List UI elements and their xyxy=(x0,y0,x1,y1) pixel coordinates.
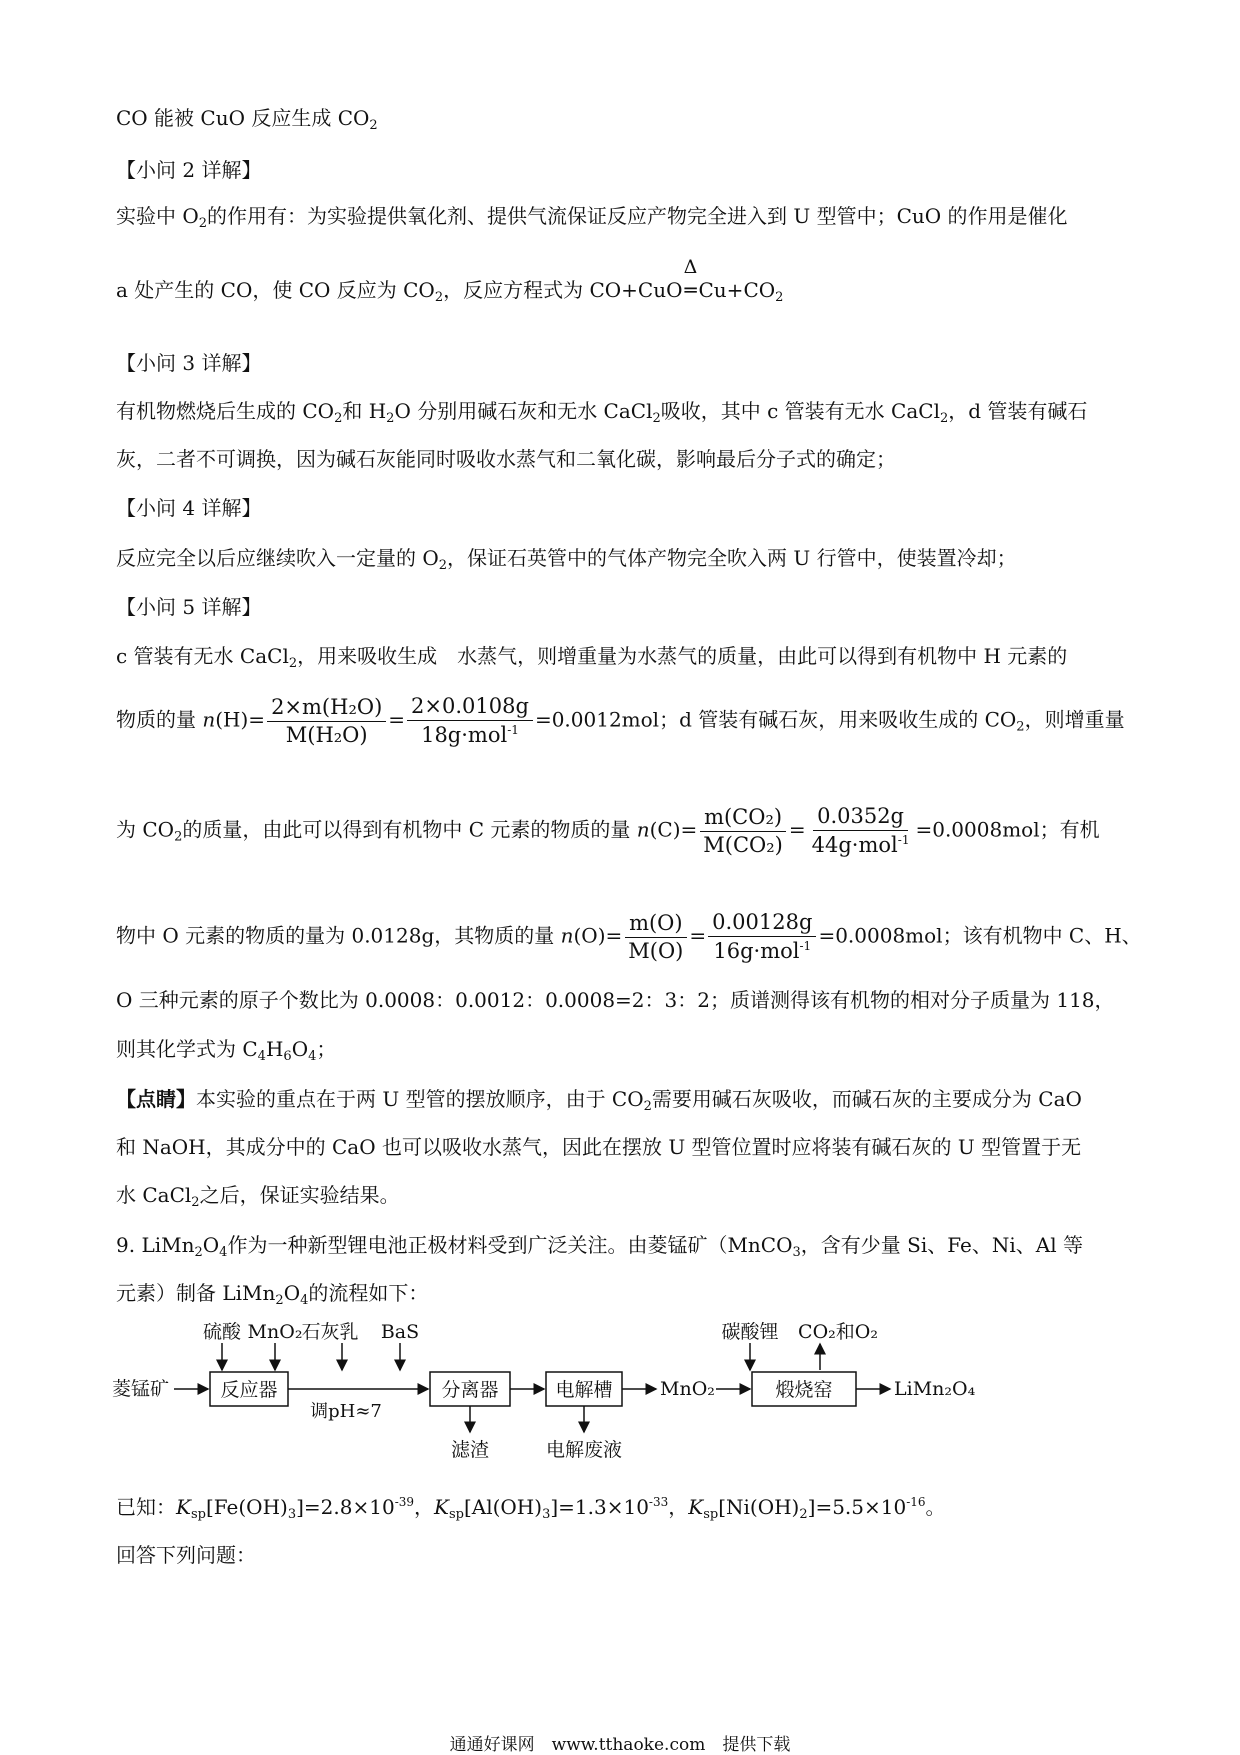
text-line: 有机物燃烧后生成的 $CO_2$和 $H_2O$ 分别用碱石灰和无水 CaCl$_2$吸收，其中 c 管装有无水 CaCl$_2$，d 管装有碱石 xyxy=(116,399,1088,426)
lithium-carbonate-label: 碳酸锂 xyxy=(721,1321,779,1343)
formula-line-oxygen: 物中 O 元素的物质的量为 0.0128g，其物质的量 n(O)= $\frac{m(O)}{M(O)}$ = $\frac{0.00128g}{16g\cdot mol^{-1}}$ =0.0008mol；该有机物中 C、H、 xyxy=(116,910,1142,963)
fraction: $\frac{m(O)}{M(O)}$ xyxy=(624,913,687,962)
separator-label: 分离器 xyxy=(441,1379,499,1401)
input-lime-label: 石灰乳 xyxy=(301,1321,359,1343)
off-gas-label: CO₂和O₂ xyxy=(798,1321,878,1343)
text-line-highlight: 【点睛】本实验的重点在于两 U 型管的摆放顺序，由于 $CO_2$需要用碱石灰吸收，而碱石灰的主要成分为 CaO xyxy=(116,1087,1082,1114)
text-line: 和 NaOH，其成分中的 CaO 也可以吸收水蒸气，因此在摆放 U 型管位置时应将装有碱石灰的 U 型管置于无 xyxy=(116,1135,1082,1159)
fraction: $\frac{0.00128g}{16g\cdot mol^{-1}}$ xyxy=(708,912,816,962)
electrolytic-cell-label: 电解槽 xyxy=(555,1379,613,1401)
mno2-intermediate-label: MnO₂ xyxy=(660,1378,715,1400)
residue-label: 滤渣 xyxy=(450,1439,490,1461)
text-line-equation: a 处产生的 CO，使 CO 反应为 $CO_2$，反应方程式为 CO+CuO Δ $═Cu+CO_2$ xyxy=(116,256,784,305)
kiln-label: 煅烧窑 xyxy=(775,1379,833,1401)
text-line: 反应完全以后应继续吹入一定量的 $O_2$，保证石英管中的气体产物完全吹入两 U 行管中，使装置冷却； xyxy=(116,546,1017,573)
input-bas-label: BaS xyxy=(380,1321,420,1343)
formula-line-carbon: 为 $CO_2$的质量，由此可以得到有机物中 C 元素的物质的量 n(C)= $\frac{\text{m(CO₂)}}{\text{M(CO₂)}}$ = $\frac{0.0352g}{44g\cdot mol^{-1}}$ =0.0008mol；有机 xyxy=(116,804,1100,857)
section-heading: 【小问 5 详解】 xyxy=(116,595,262,619)
ph-adjust-label: 调pH≈7 xyxy=(310,1401,382,1422)
product-label: LiMn₂O₄ xyxy=(894,1378,976,1400)
text-line: 灰，二者不可调换，因为碱石灰能同时吸收水蒸气和二氧化碳，影响最后分子式的确定； xyxy=(116,447,896,471)
ksp-line: 已知：$K_{sp}[Fe(OH)_3]=2.8\times 10^{-39}$，$K_{sp}[Al(OH)_3]=1.3\times 10^{-33}$，$K_{sp}[Ni(OH)_2]=5.5\times 10^{-16}$。 xyxy=(116,1495,946,1522)
fraction: $\frac{\text{2×m(H₂O)}}{\text{M(H₂O)}}$ xyxy=(267,697,386,746)
page-footer: 通通好课网 www.tthaoke.com 提供下载 xyxy=(449,1735,791,1755)
section-heading: 【小问 3 详解】 xyxy=(116,351,262,375)
fraction: $\frac{0.0352g}{44g\cdot mol^{-1}}$ xyxy=(811,804,910,857)
text-line: CO 能被 CuO 反应生成 $CO_2$ xyxy=(116,106,378,133)
text-line: c 管装有无水 CaCl$_2$，用来吸收生成 水蒸气，则增重量为水蒸气的质量，由此可以得到有机物中 H 元素的 xyxy=(116,644,1068,671)
waste-liquid-label: 电解废液 xyxy=(545,1439,623,1461)
fraction: $\frac{\text{m(CO₂)}}{\text{M(CO₂)}}$ xyxy=(699,807,787,856)
text-line: 水 CaCl$_2$之后，保证实验结果。 xyxy=(116,1183,400,1210)
fraction: $\frac{2\times 0.0108g}{18g\cdot mol^{-1}}$ xyxy=(407,696,533,746)
question-9-stem: 9. $LiMn_2O_4$作为一种新型锂电池正极材料受到广泛关注。由菱锰矿（MnCO$_3$，含有少量 Si、Fe、Ni、Al 等 xyxy=(116,1233,1083,1260)
text-line: O 三种元素的原子个数比为 0.0008：0.0012：0.0008=2：3：2；质谱测得该有机物的相对分子质量为 118， xyxy=(116,988,1115,1012)
section-heading: 【小问 4 详解】 xyxy=(116,496,262,520)
formula-line-hydrogen: 物质的量 n(H)= $\frac{\text{2×m(H₂O)}}{\text{M(H₂O)}}$ = $\frac{2\times 0.0108g}{18g\cdot mol^{-1}}$ =0.0012mol；d 管装有碱石灰，用来吸收生成的 $CO_2$，则增重量 xyxy=(116,694,1125,747)
heat-equals-sign: Δ ═ xyxy=(683,256,698,302)
process-flow-diagram xyxy=(112,1318,992,1468)
section-heading: 【小问 2 详解】 xyxy=(116,158,262,182)
text-line: 实验中 $O_2$的作用有：为实验提供氧化剂、提供气流保证反应产物完全进入到 U 型管中；CuO 的作用是催化 xyxy=(116,204,1068,231)
text-line: 回答下列问题： xyxy=(116,1543,256,1567)
input-acid-label: 硫酸 xyxy=(202,1321,242,1343)
reactor-label: 反应器 xyxy=(220,1379,278,1401)
text-line: 则其化学式为 $C_4H_6O_4$； xyxy=(116,1037,337,1064)
flow-start-label: 菱锰矿 xyxy=(112,1378,170,1400)
input-mno2-label: MnO₂ xyxy=(247,1321,303,1343)
text-line: 元素）制备 $LiMn_2O_4$的流程如下： xyxy=(116,1281,429,1308)
